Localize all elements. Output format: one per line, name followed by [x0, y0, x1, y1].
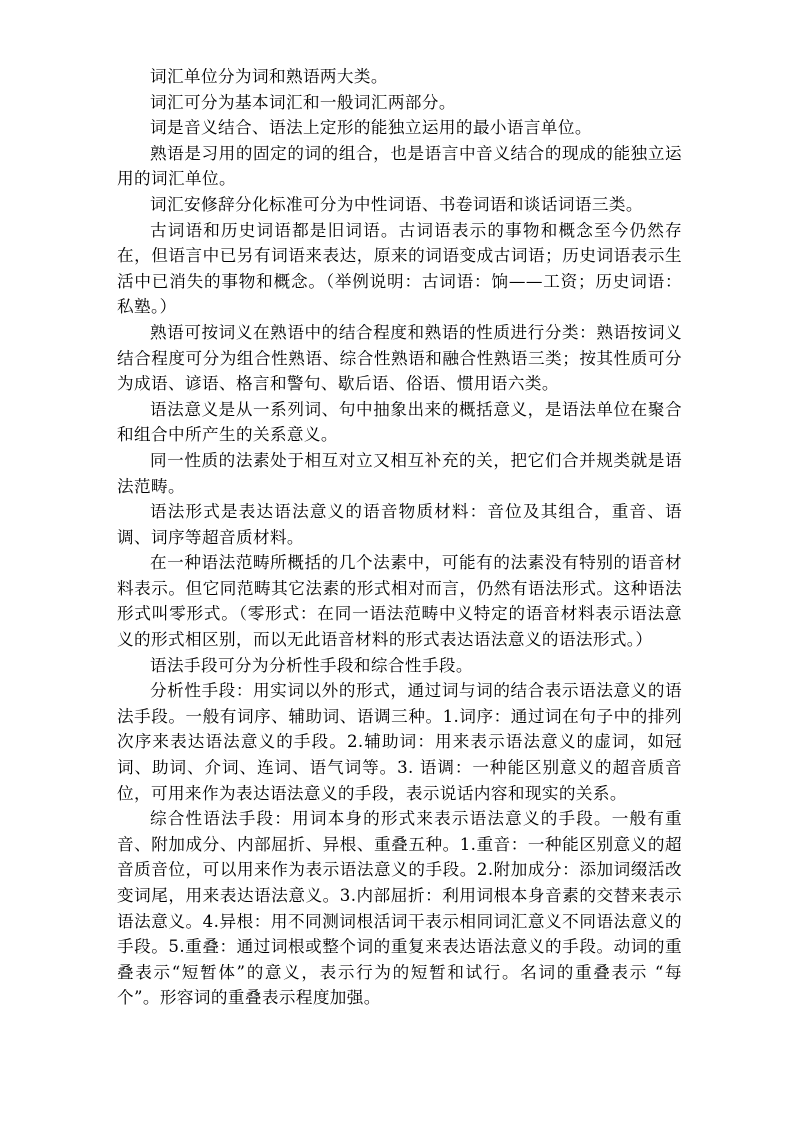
paragraph-grammatical-meaning: 语法意义是从一系列词、句中抽象出来的概括意义，是语法单位在聚合和组合中所产生的关系意义。 — [117, 399, 682, 445]
paragraph-grammatical-form: 语法形式是表达语法意义的语音物质材料：音位及其组合，重音、语调、词序等超音质材料。 — [117, 502, 682, 547]
paragraph-grammatical-means: 语法手段可分为分析性手段和综合性手段。 — [150, 655, 473, 675]
paragraph-idiom-definition: 熟语是习用的固定的词的组合，也是语言中音义结合的现成的能独立运用的词汇单位。 — [117, 143, 682, 189]
paragraph-word-definition: 词是音义结合、语法上定形的能独立运用的最小语言单位。 — [150, 118, 592, 138]
paragraph-vocab-types: 词汇可分为基本词汇和一般词汇两部分。 — [150, 92, 456, 112]
paragraph-zero-form: 在一种语法范畴所概括的几个法素中，可能有的法素没有特别的语音材料表示。但它同范畴其它法素的形式相对而言，仍然有语法形式。这种语法形式叫零形式。（零形式：在同一语法范畴中义特定的语音材料表示语法意义的形式相区别，而以无此语音材料的形式表达语法意义的语法形式。） — [117, 553, 682, 650]
paragraph-rhetoric-classification: 词汇安修辞分化标准可分为中性词语、书卷词语和谈话词语三类。 — [150, 194, 643, 214]
paragraph-idiom-classification: 熟语可按词义在熟语中的结合程度和熟语的性质进行分类：熟语按词义结合程度可分为组合性熟语、综合性熟语和融合性熟语三类；按其性质可分为成语、谚语、格言和警句、歇后语、俗语、惯用语六类。 — [117, 322, 682, 394]
paragraph-analytic-means: 分析性手段：用实词以外的形式，通过词与词的结合表示语法意义的语法手段。一般有词序、辅助词、语调三种。1.词序：通过词在句子中的排列次序来表达语法意义的手段。2.辅助词：用来表示语法意义的虚词，如冠词、助词、介词、连词、语气词等。3. 语调：一种能区别意义的超音质音位，可用来作为表达语法意义的手段，表示说话内容和现实的关系。 — [117, 681, 682, 803]
paragraph-synthetic-means: 综合性语法手段：用词本身的形式来表示语法意义的手段。一般有重音、附加成分、内部屈折、异根、重叠五种。1.重音：一种能区别意义的超音质音位，可以用来作为表示语法意义的手段。2.附加成分：添加词缀活改变词尾，用来表达语法意义。3.内部屈折：利用词根本身音素的交替来表示语法意义。4.异根：用不同测词根活词干表示相同词汇意义不同语法意义的手段。5.重叠：通过词根或整个词的重复来表达语法意义的手段。动词的重叠表示“短暂体”的意义，表示行为的短暂和试行。名词的重叠表示 “每个”。形容词的重叠表示程度加强。 — [117, 809, 682, 1008]
paragraph-old-words: 古词语和历史词语都是旧词语。古词语表示的事物和概念至今仍然存在，但语言中已另有词语来表达，原来的词语变成古词语；历史词语表示生活中已消失的事物和概念。（举例说明：古词语：饷——工资；历史词语：私塾。） — [117, 220, 682, 317]
paragraph-grammatical-category: 同一性质的法素处于相互对立又相互补充的关，把它们合并规类就是语法范畴。 — [117, 450, 682, 496]
paragraph-vocab-units: 词汇单位分为词和熟语两大类。 — [150, 67, 388, 86]
